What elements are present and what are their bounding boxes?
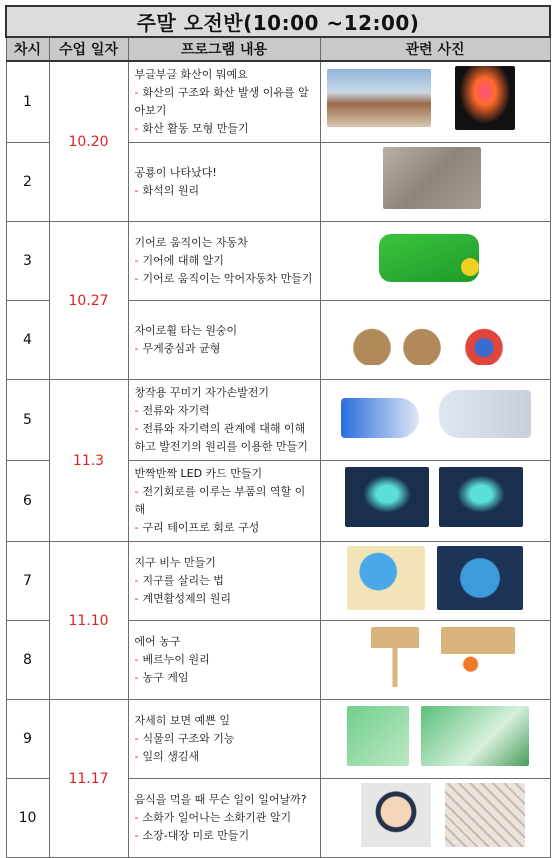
header-program: 프로그램 내용 xyxy=(128,37,320,61)
program-item: - 식물의 구조와 기능 xyxy=(134,732,235,745)
photo-cell xyxy=(320,542,550,621)
earth-soap-photo xyxy=(347,546,425,610)
header-photo: 관련 사진 xyxy=(320,37,550,61)
program-item: - 무게중심과 균형 xyxy=(134,342,221,355)
program-cell xyxy=(128,779,320,858)
photo-cell xyxy=(320,143,550,222)
gyro-monkey-photo xyxy=(401,307,443,365)
class-date: 11.17 xyxy=(49,700,128,858)
header-date: 수업 일자 xyxy=(49,37,128,61)
air-basketball-photo xyxy=(371,627,419,687)
photo-cell xyxy=(320,700,550,779)
program-cell xyxy=(128,222,320,301)
digestion-face-photo xyxy=(361,783,431,847)
program-title: 공룡이 나타났다! xyxy=(134,166,217,179)
program-title: 창작용 꾸미기 자가손발전기 xyxy=(134,386,270,399)
program-item: - 화산 활동 모형 만들기 xyxy=(134,122,249,135)
program-cell xyxy=(128,143,320,222)
table-row xyxy=(6,222,550,301)
leaf-kit-photo xyxy=(421,706,529,766)
program-item: - 계면활성제의 원리 xyxy=(134,592,231,605)
session-number: 5 xyxy=(6,380,49,461)
program-cell xyxy=(128,301,320,380)
program-item: - 구리 테이프로 회로 구성 xyxy=(134,521,260,534)
session-number: 7 xyxy=(6,542,49,621)
table-row xyxy=(6,61,550,143)
program-item: - 기어로 움직이는 악어자동차 만들기 xyxy=(134,272,313,285)
header-session: 차시 xyxy=(6,37,49,61)
program-cell xyxy=(128,461,320,542)
program-item: - 화산의 구조와 화산 발생 이유를 알아보기 xyxy=(134,86,309,117)
program-item: - 기어에 대해 알기 xyxy=(134,254,224,267)
program-title: 반짝반짝 LED 카드 만들기 xyxy=(134,467,263,480)
leaf-kit-photo xyxy=(347,706,409,766)
session-number: 2 xyxy=(6,143,49,222)
program-item: - 전류와 자기력 xyxy=(134,404,210,417)
volcano-eruption-photo xyxy=(455,66,515,130)
program-item: - 베르누이 원리 xyxy=(134,653,210,666)
program-title: 자세히 보면 예쁜 잎 xyxy=(134,714,230,727)
air-basketball-photo xyxy=(441,627,515,687)
program-item: - 소장-대장 미로 만들기 xyxy=(134,829,250,842)
table-row xyxy=(6,700,550,779)
program-item: - 소화가 일어나는 소화기관 알기 xyxy=(134,811,292,824)
session-number: 3 xyxy=(6,222,49,301)
program-title: 에어 농구 xyxy=(134,635,181,648)
volcano-model-photo xyxy=(327,69,431,127)
table-row xyxy=(6,542,550,621)
photo-cell xyxy=(320,301,550,380)
program-item: - 화석의 원리 xyxy=(134,184,200,197)
session-number: 10 xyxy=(6,779,49,858)
session-number: 4 xyxy=(6,301,49,380)
session-number: 6 xyxy=(6,461,49,542)
schedule-table xyxy=(5,5,551,858)
session-number: 9 xyxy=(6,700,49,779)
photo-cell xyxy=(320,380,550,461)
program-item: - 지구를 살리는 법 xyxy=(134,574,224,587)
photo-cell xyxy=(320,779,550,858)
class-date: 11.3 xyxy=(49,380,128,542)
photo-cell xyxy=(320,222,550,301)
program-cell xyxy=(128,61,320,143)
table-row xyxy=(6,380,550,461)
gear-car-photo xyxy=(379,234,479,282)
program-cell xyxy=(128,700,320,779)
program-title: 기어로 움직이는 자동차 xyxy=(134,236,248,249)
intestine-maze-photo xyxy=(445,783,525,847)
photo-cell xyxy=(320,621,550,700)
session-number: 8 xyxy=(6,621,49,700)
page-title: 주말 오전반(10:00 ~12:00) xyxy=(6,6,550,37)
class-date: 11.10 xyxy=(49,542,128,700)
session-number: 1 xyxy=(6,61,49,143)
fossil-photo xyxy=(383,147,481,209)
class-date: 10.27 xyxy=(49,222,128,380)
program-title: 지구 비누 만들기 xyxy=(134,556,216,569)
led-card-photo xyxy=(345,467,429,527)
program-title: 자이로휠 타는 원숭이 xyxy=(134,324,238,337)
photo-cell xyxy=(320,61,550,143)
wheel-icon xyxy=(461,258,479,276)
earth-soap-photo xyxy=(437,546,523,610)
class-date: 10.20 xyxy=(49,61,128,222)
generator-flashlight-photo xyxy=(341,398,419,438)
program-item: - 전류와 자기력의 관계에 대해 이해하고 발전기의 원리를 이용한 만들기 xyxy=(134,422,308,453)
gyro-monkey-photo xyxy=(351,307,393,365)
program-item: - 전기회로를 이루는 부품의 역할 이해 xyxy=(134,485,306,516)
program-title: 부글부글 화산이 뭐예요 xyxy=(134,68,248,81)
led-card-photo xyxy=(439,467,523,527)
program-item: - 농구 게임 xyxy=(134,671,189,684)
program-cell xyxy=(128,380,320,461)
gyro-monkey-photo xyxy=(463,307,505,365)
generator-flashlight-photo xyxy=(439,390,531,438)
program-title: 음식을 먹을 때 무슨 일이 일어날까? xyxy=(134,793,307,806)
program-item: - 잎의 생김새 xyxy=(134,750,200,763)
program-cell xyxy=(128,542,320,621)
program-cell xyxy=(128,621,320,700)
photo-cell xyxy=(320,461,550,542)
